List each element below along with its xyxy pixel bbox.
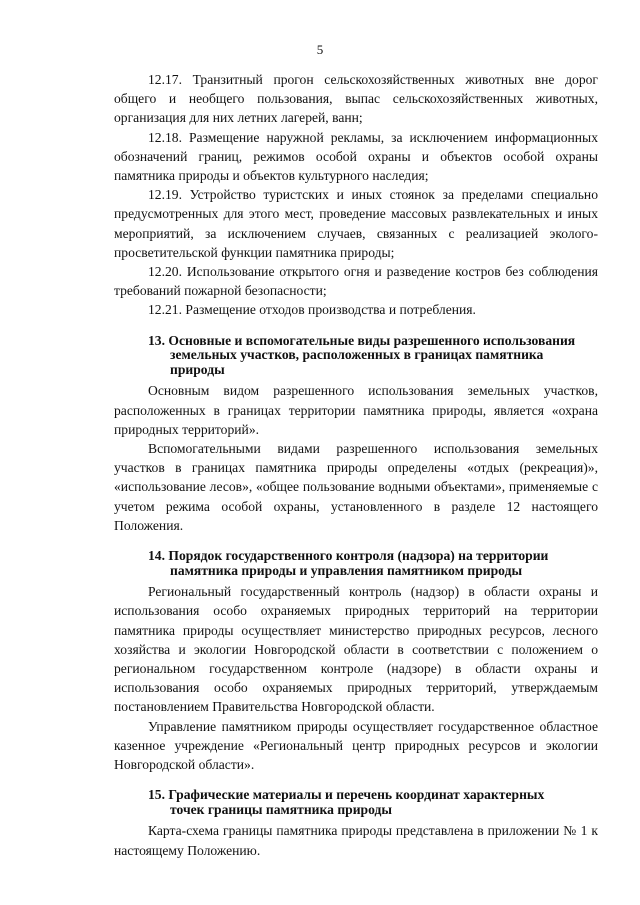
section-14-paragraph-1: Региональный государственный контроль (надзор) в области охраны и использования особо охраняемых природных территорий на территории памятника природы осуществляет министерство природных ресурсов, лесного хозяйства и экологии Новгородской области в соответствии с положением о региональном государственном контроле (надзоре) в области охраны и использования особо охраняемых природных территорий, утверждаемым постановлением Правительства Новгородской области. bbox=[114, 584, 598, 715]
section-15-heading-line-1: 15. Графические материалы и перечень координат характерных bbox=[148, 787, 545, 803]
section-13-heading-line-3: природы bbox=[170, 361, 225, 377]
paragraph-12-21: 12.21. Размещение отходов производства и потребления. bbox=[148, 302, 476, 318]
paragraph-12-20: 12.20. Использование открытого огня и разведение костров без соблюдения требований пожарной безопасности; bbox=[114, 264, 598, 299]
section-13-heading bbox=[114, 334, 598, 378]
section-13-heading-line-2: земельных участков, расположенных в границах памятника bbox=[170, 347, 544, 363]
paragraph-12-18: 12.18. Размещение наружной рекламы, за исключением информационных обозначений границ, режимов особой охраны и объектов особой охраны памятника природы и объектов культурного наследия; bbox=[114, 129, 598, 184]
section-14-paragraph-2: Управление памятником природы осуществляет государственное областное казенное учреждение «Региональный центр природных ресурсов и экологии Новгородской области». bbox=[114, 718, 598, 773]
section-15-heading bbox=[114, 788, 598, 817]
page-number: 5 bbox=[316, 42, 324, 57]
paragraph-12-17: 12.17. Транзитный прогон сельскохозяйственных животных вне дорог общего и необщего пользования, выпас сельскохозяйственных животных, организация для них летних лагерей, ванн; bbox=[114, 72, 598, 126]
section-15-paragraph-1: Карта-схема границы памятника природы представлена в приложении № 1 к настоящему Положению. bbox=[114, 823, 598, 858]
section-14-heading-line-2: памятника природы и управления памятником природы bbox=[170, 562, 523, 578]
paragraph-12-19: 12.19. Устройство туристских и иных стоянок за пределами специально предусмотренных для этого мест, проведение массовых развлекательных и иных мероприятий, за исключением случаев, связанных с реализацией эколого-просветительской функции памятника природы; bbox=[114, 187, 598, 260]
section-13-paragraph-2: Вспомогательными видами разрешенного использования земельных участков в границах памятника природы определены «отдых (рекреация)», «использование лесов», «общее пользование водными объектами», применяемые с учетом режима особой охраны, установленного в разделе 12 настоящего Положения. bbox=[114, 441, 598, 533]
section-13-heading-line-1: 13. Основные и вспомогательные виды разрешенного использования bbox=[148, 332, 576, 348]
section-14-heading-line-1: 14. Порядок государственного контроля (надзора) на территории bbox=[148, 548, 549, 564]
page-content bbox=[114, 70, 598, 860]
section-13-paragraph-1: Основным видом разрешенного использования земельных участков, расположенных в границах территории памятника природы, является «охрана природных территорий». bbox=[114, 383, 598, 437]
section-14-heading bbox=[114, 549, 598, 578]
section-15-heading-line-2: точек границы памятника природы bbox=[170, 801, 392, 817]
